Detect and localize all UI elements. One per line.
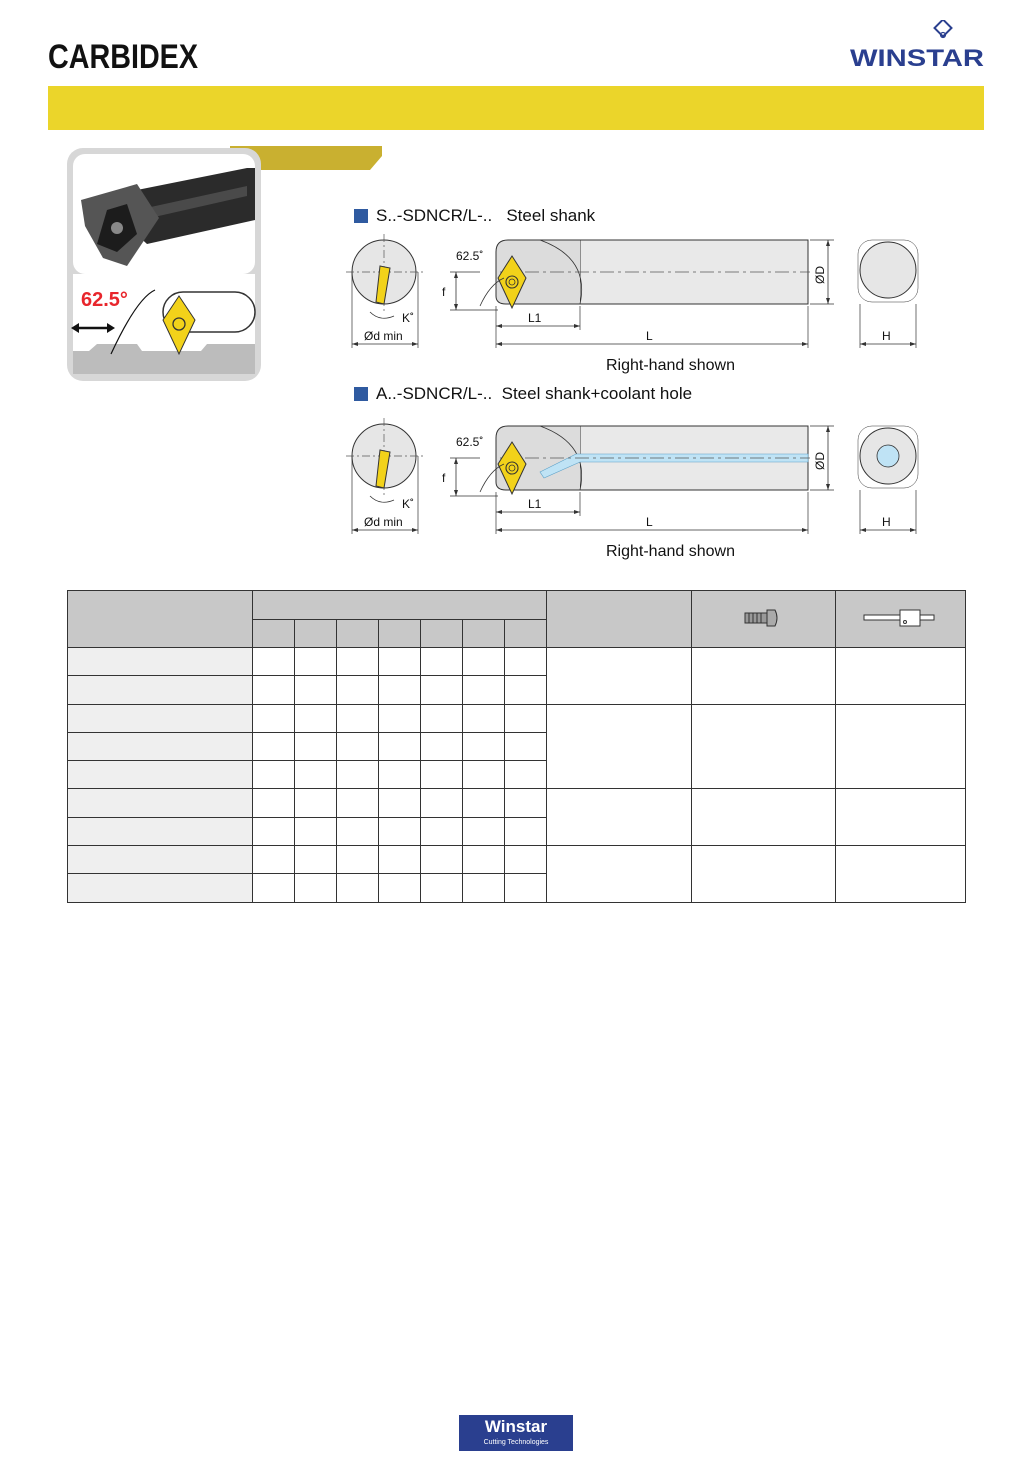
header-wrench [835,591,965,648]
wrench-cell [835,846,965,903]
coolant-shank-diagram [340,416,940,542]
dim-cell [421,676,463,704]
dim-cell [253,817,295,845]
dim-cell [505,761,547,789]
angle-label: 62.5° [81,289,128,311]
model-cell [68,732,253,760]
dim-cell [421,648,463,676]
dim-cell [421,817,463,845]
f-label: f [442,285,446,299]
winstar-logo [850,20,990,74]
k-angle-label: K˚ [402,497,414,511]
f-label: f [442,471,446,485]
dim-cell [463,732,505,760]
table-row [68,648,966,676]
insert-cell [547,789,691,846]
wrench-cell [835,704,965,789]
dim-cell [337,648,379,676]
angle-62-label: 62.5˚ [456,249,484,263]
dim-cell [463,704,505,732]
dim-cell [253,761,295,789]
dim-cell [463,648,505,676]
dim-cell [505,874,547,902]
dim-cell [379,817,421,845]
d-label: ØD [813,266,827,284]
dim-cell [505,846,547,874]
dim-cell [379,761,421,789]
model-cell [68,817,253,845]
dim-cell [253,676,295,704]
dmin-label: Ød min [364,329,403,343]
dim-cell [379,732,421,760]
dim-cell [295,761,337,789]
steel-shank-diagram [340,226,940,356]
dim-cell [463,676,505,704]
dim-cell [379,676,421,704]
dim-cell [337,817,379,845]
dim-cell [253,789,295,817]
footer-logo [459,1415,573,1451]
dim-cell [463,817,505,845]
model-cell [68,704,253,732]
footer-brand: Winstar [484,1417,548,1436]
header-dim-col [379,620,421,648]
model-cell [68,846,253,874]
k-angle-label: K˚ [402,311,414,325]
dim-cell [505,817,547,845]
winstar-logo-text: WINSTAR [850,45,984,72]
dim-cell [337,732,379,760]
dim-cell [337,789,379,817]
dim-cell [337,761,379,789]
header-dim-col [505,620,547,648]
dim-cell [337,846,379,874]
carbidex-logo [48,36,208,76]
header-model [68,591,253,648]
dim-cell [379,874,421,902]
model-cell [68,789,253,817]
dim-cell [505,704,547,732]
screw-cell [691,648,835,705]
dim-cell [505,732,547,760]
spec-table [67,590,966,903]
header-dim-col [253,620,295,648]
dim-cell [253,704,295,732]
model-cell [68,648,253,676]
insert-cell [547,704,691,789]
dim-cell [505,789,547,817]
title-band [48,86,984,130]
model-cell [68,874,253,902]
dim-cell [379,648,421,676]
dim-cell [337,874,379,902]
dim-cell [337,676,379,704]
header-insert [547,591,691,648]
dim-cell [463,846,505,874]
model-cell [68,676,253,704]
dim-cell [379,789,421,817]
dim-cell [295,704,337,732]
insert-cell [547,648,691,705]
l1-label: L1 [528,311,542,325]
right-hand-note: Right-hand shown [606,543,735,560]
header-dim-col [463,620,505,648]
h-label: H [882,515,891,529]
dim-cell [295,789,337,817]
screw-cell [691,846,835,903]
insert-cell [547,846,691,903]
header-dim-col [421,620,463,648]
l-label: L [646,329,653,343]
carbidex-logo-text: CARBIDEX [48,38,199,76]
model-cell [68,761,253,789]
dim-cell [421,761,463,789]
l1-label: L1 [528,497,542,511]
d-label: ØD [813,452,827,470]
dim-cell [295,732,337,760]
header-dim-col [337,620,379,648]
wrench-cell [835,648,965,705]
right-hand-note: Right-hand shown [606,357,735,374]
table-row [68,789,966,817]
dim-cell [295,874,337,902]
h-label: H [882,329,891,343]
table-row [68,846,966,874]
dim-cell [295,676,337,704]
dim-cell [295,846,337,874]
dim-cell [253,648,295,676]
screw-cell [691,789,835,846]
dim-cell [337,704,379,732]
header-screw [691,591,835,648]
dim-cell [463,761,505,789]
dim-cell [505,676,547,704]
wrench-icon [860,606,940,630]
l-label: L [646,515,653,529]
dim-cell [295,817,337,845]
product-photo-card [67,148,261,381]
dim-cell [421,732,463,760]
table-row [68,704,966,732]
angle-62-label: 62.5˚ [456,435,484,449]
dim-cell [421,874,463,902]
header-dim-col [295,620,337,648]
footer-tagline: Cutting Technologies [483,1439,549,1446]
dim-cell [421,846,463,874]
dim-cell [421,704,463,732]
dim-cell [295,648,337,676]
dim-cell [421,789,463,817]
dim-cell [379,846,421,874]
dim-cell [463,874,505,902]
screw-cell [691,704,835,789]
dim-cell [505,648,547,676]
dim-cell [253,846,295,874]
section-bullet [354,209,368,223]
section-title-text: A..-SDNCR/L-.. Steel shank+coolant hole [376,384,693,403]
dmin-label: Ød min [364,515,403,529]
wrench-cell [835,789,965,846]
dim-cell [253,732,295,760]
dim-cell [379,704,421,732]
dim-cell [463,789,505,817]
section-title-steel-shank [354,206,595,226]
section-title-text: S..-SDNCR/L-.. Steel shank [376,206,596,225]
dim-cell [253,874,295,902]
section-bullet [354,387,368,401]
section-title-coolant-shank [354,384,692,404]
header-dimensions [253,591,547,620]
screw-icon [741,606,785,630]
